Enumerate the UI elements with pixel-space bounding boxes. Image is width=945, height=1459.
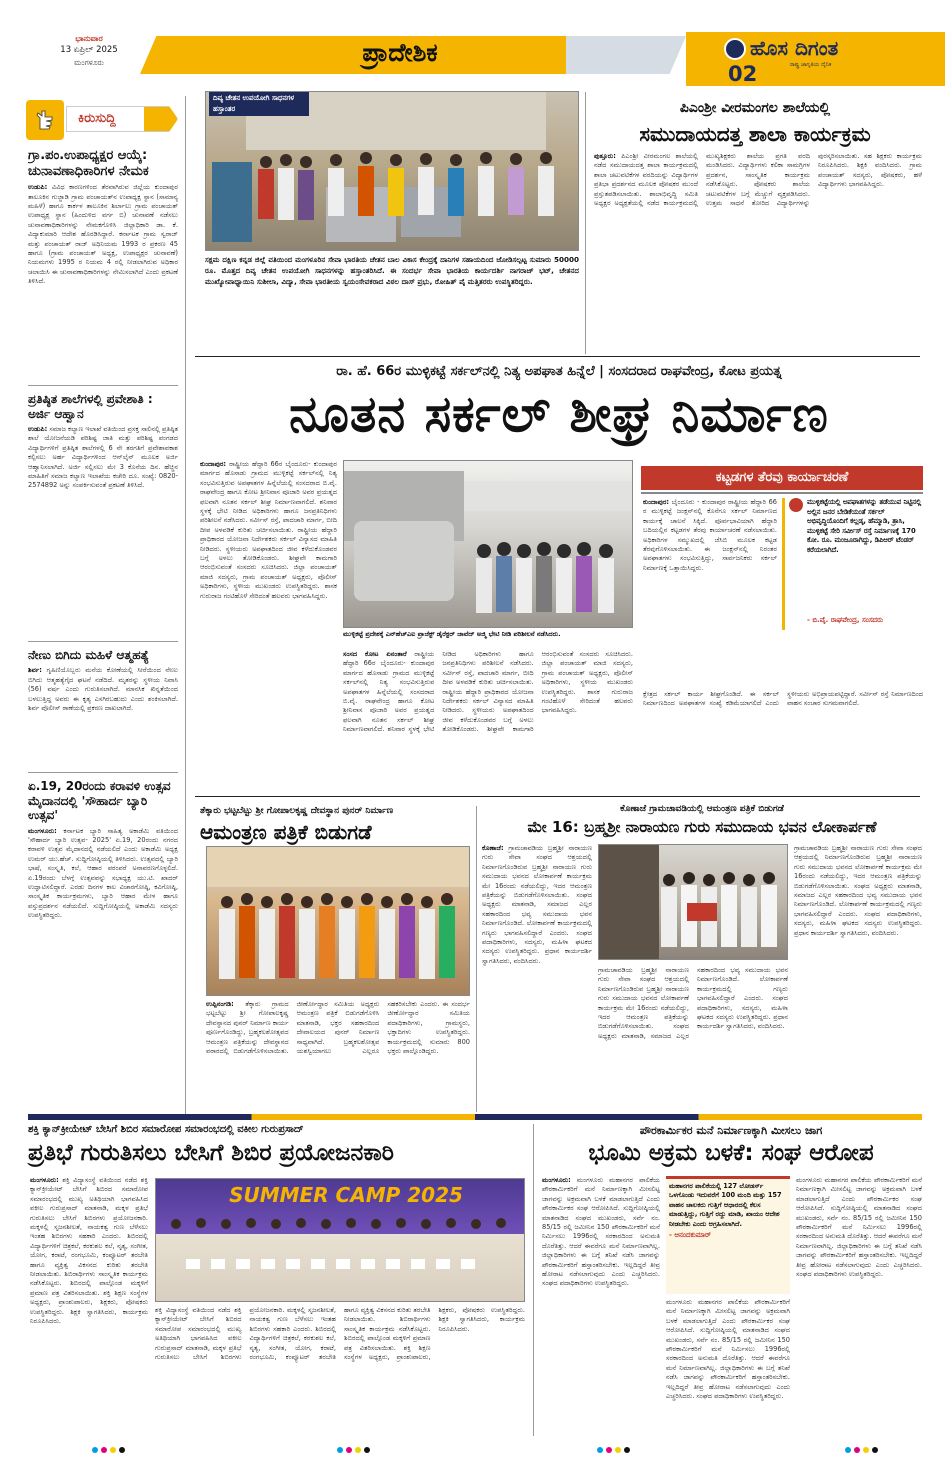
brief-item-text: ವಿವಿಧ ಕಾರಣಗಳಿಂದ ತೆರವಾಗಿರುವ ಜಿಲ್ಲೆಯ ಕುಂದಾಪುರ ತಾಲೂಕಿನ ಗುಜ್ಜಾಡಿ ಗ್ರಾಮ ಪಂಚಾಯತ್‌ನ ಉಪಾಧ್ಯಕ್ಷ ಸ್ಥಾನ (ಸಾಮಾನ್ಯ ಮಹಿಳೆ) ಹಾಗೂ ಕಾರ್ಕಳ ತಾಲೂಕಿನ ಶಿರ್ಲಾಲು ಗ್ರಾಮ ಪಂಚಾಯತ್ ಉಪಾಧ್ಯಕ್ಷ ಸ್ಥಾನ (ಹಿಂದುಳಿದ ವರ್ಗ ಬಿ) ಚುನಾವಣೆ ನಡೆಸಲು ಚುನಾವಣಾಧಿಕಾರಿಗಳನ್ನು ನೇಮಕಗೊಳಿಸಿ ಜಿಲ್ಲಾಧಿಕಾರಿ ಡಾ. ಕೆ. ವಿದ್ಯಾಕುಮಾರಿ ಆದೇಶ ಹೊರಡಿಸಿದ್ದಾರೆ. ಕರ್ನಾಟಕ ಗ್ರಾಮ ಸ್ವರಾಜ್ ಮತ್ತು ಪಂಚಾಯತ್ ರಾಜ್ ಅಧಿನಿಯಮ 1993 ರ ಪ್ರಕರಣ 45 ಹಾಗೂ (ಗ್ರಾಮ ಪಂಚಾಯತ್ ಅಧ್ಯಕ್ಷ, ಉಪಾಧ್ಯಕ್ಷರ ಚುನಾವಣೆ) ನಿಯಮಗಳು 1995 ರ ನಿಯಮ 4 ರಲ್ಲಿ ನೀಡಲಾಗಿರುವ ಅಧಿಕಾರ ಚಲಾಯಿಸಿ ಈ ಚುನಾವಣಾಧಿಕಾರಿಗಳನ್ನು ನೇಮಿಸಲಾಗಿದೆ ಎಂದು ಪ್ರಕಟಣೆ ತಿಳಿಸಿದೆ. xyxy=(28,183,178,286)
temple-headline: ಆಮಂತ್ರಣ ಪತ್ರಿಕೆ ಬಿಡುಗಡೆ xyxy=(200,820,372,844)
brand-tagline: ರಾಷ್ಟ್ರ ಜಾಗೃತಿಯ ದೈನಿಕ xyxy=(790,62,832,68)
column-rule xyxy=(476,806,477,1112)
section-title: ಪ್ರಾದೇಶಿಕ xyxy=(362,38,438,67)
land-quote-box xyxy=(666,1176,790,1294)
guru-place: ಕೊಣಾಜೆ: xyxy=(482,844,504,852)
brief-item-title: ನೇಣು ಬಿಗಿದು ಮಹಿಳೆ ಆತ್ಮಹತ್ಯೆ xyxy=(28,647,150,662)
column-rule xyxy=(185,96,186,1114)
camp-group-graphic xyxy=(156,1179,525,1302)
brief-item-title: ಏ.19, 20ರಂದು ಕರಾವಳಿ ಉತ್ಸವ ಮೈದಾನದಲ್ಲಿ 'ಸೌಹಾರ್ದ ಬ್ಯಾರಿ ಉತ್ಸವ' xyxy=(28,779,171,823)
guru-kicker: ಕೊಣಾಜೆ ಗ್ರಾಮಚಾವಡಿಯಲ್ಲಿ ಆಮಂತ್ರಣ ಪತ್ರಿಕೆ ಬಿಡುಗಡೆ xyxy=(620,804,784,814)
side-box-place: ಕುಂದಾಪುರ: xyxy=(643,498,670,506)
main-text-continued: ರಾಷ್ಟ್ರೀಯ ಹೆದ್ದಾರಿ 66ರ ಬೈಂದೂರು- ಕುಂದಾಪುರ ಮಾರ್ಗದ ಹೊಸಾಡು ಗ್ರಾಮದ ಮುಳ್ಳಿಕಟ್ಟೆ ಸರ್ಕಲ್‌ನಲ್ಲಿ ನಿತ್ಯ ಸಂಭವಿಸುತ್ತಿರುವ ಅಪಘಾತಗಳ ಹಿನ್ನೆಲೆಯಲ್ಲಿ ಸಂಸದರಾದ ಬಿ.ವೈ. ರಾಘವೇಂದ್ರ ಹಾಗೂ ಕೋಟ ಶ್ರೀನಿವಾಸ ಪೂಜಾರಿ ಅವರ ಪ್ರಯತ್ನದ ಫಲವಾಗಿ ನೂತನ ಸರ್ಕಲ್ ಶೀಘ್ರ ನಿರ್ಮಾಣವಾಗಲಿದೆ. ಶನಿವಾರ ಸ್ಥಳಕ್ಕೆ ಭೇಟಿ ನೀಡಿದ ಅಧಿಕಾರಿಗಳು ಹಾಗೂ ಜನಪ್ರತಿನಿಧಿಗಳು ಪರಿಶೀಲನೆ ನಡೆಸಿದರು. ಸರ್ವೀಸ್ ರಸ್ತೆ, ಪಾದಚಾರಿ ಮಾರ್ಗ, ಬೀದಿ ದೀಪ ಅಳವಡಿಕೆ ಕುರಿತು ಚರ್ಚಿಸಲಾಯಿತು. ರಾಷ್ಟ್ರೀಯ ಹೆದ್ದಾರಿ ಪ್ರಾಧಿಕಾರದ ಯೋಜನಾ ನಿರ್ದೇಶಕರು ಸರ್ಕಲ್ ವಿನ್ಯಾಸದ ಮಾಹಿತಿ ನೀಡಿದರು. ಸ್ಥಳೀಯರು ಅಪಘಾತದಿಂದ ಜೀವ ಕಳೆದುಕೊಂಡವರ ಬಗ್ಗೆ ಅಳಲು ತೋಡಿಕೊಂಡರು. ಶೀಘ್ರವೇ ಕಾಮಗಾರಿ ಆರಂಭಿಸುವಂತೆ ಸಂಸದರು ಸೂಚಿಸಿದರು. ಜಿಲ್ಲಾ ಪಂಚಾಯತ್ ಮಾಜಿ ಸದಸ್ಯರು, ಗ್ರಾಮ ಪಂಚಾಯತ್ ಅಧ್ಯಕ್ಷರು, ಪೊಲೀಸ್ ಅಧಿಕಾರಿಗಳು, ಸ್ಥಳೀಯ ಮುಖಂಡರು ಉಪಸ್ಥಿತರಿದ್ದರು. ಶಾಸಕ ಗುರುರಾಜ ಗಂಟಿಹೊಳೆ ಸೇರಿದಂತೆ ಹಲವರು ಭಾಗವಹಿಸಿದ್ದರು. xyxy=(343,650,633,734)
land-headline: ಭೂಮಿ ಅಕ್ರಮ ಬಳಕೆ: ಸಂಘ ಆರೋಪ xyxy=(588,1140,874,1166)
guru-headline: ಮೇ 16: ಬ್ರಹ್ಮಶ್ರೀ ನಾರಾಯಣ ಗುರು ಸಮುದಾಯ ಭವನ ಲೋಕಾರ್ಪಣೆ xyxy=(527,818,877,836)
column-rule xyxy=(585,92,586,354)
camp-body-2: ಶಕ್ತಿ ವಿದ್ಯಾಸಂಸ್ಥೆ ವತಿಯಿಂದ ನಡೆದ ಶಕ್ತಿ ಕ್ಯಾನ್‌ಕ್ರೀಯೇಟ್ ಬೇಸಿಗೆ ಶಿಬಿರದ ಸಮಾರೋಪ ಸಮಾರಂಭದಲ್ಲಿ ಮುಖ್ಯ ಅತಿಥಿಯಾಗಿ ಭಾಗವಹಿಸಿದ ವಕೀಲ ಗುರುಪ್ರಸಾದ್ ಮಾತನಾಡಿ, ಮಕ್ಕಳ ಪ್ರತಿಭೆ ಗುರುತಿಸಲು ಬೇಸಿಗೆ ಶಿಬಿರಗಳು ಪ್ರಯೋಜನಕಾರಿ. ಮಕ್ಕಳಲ್ಲಿ ಸೃಜನಶೀಲತೆ, ನಾಯಕತ್ವ ಗುಣ ಬೆಳೆಸಲು ಇಂತಹ ಶಿಬಿರಗಳು ಸಹಕಾರಿ ಎಂದರು. ಶಿಬಿರದಲ್ಲಿ ವಿದ್ಯಾರ್ಥಿಗಳಿಗೆ ಚಿತ್ರಕಲೆ, ಕರಕುಶಲ ಕಲೆ, ನೃತ್ಯ, ಸಂಗೀತ, ಯೋಗ, ಕರಾಟೆ, ರಂಗಭೂಮಿ, ಕಂಪ್ಯೂಟರ್ ತರಬೇತಿ ಹಾಗೂ ವ್ಯಕ್ತಿತ್ವ ವಿಕಸನದ ಕುರಿತು ತರಬೇತಿ ನೀಡಲಾಯಿತು. ಶಿಬಿರಾರ್ಥಿಗಳು ಸಾಂಸ್ಕೃತಿಕ ಕಾರ್ಯಕ್ರಮ ನಡೆಸಿಕೊಟ್ಟರು. ಶಿಬಿರದಲ್ಲಿ ಪಾಲ್ಗೊಂಡ ಮಕ್ಕಳಿಗೆ ಪ್ರಮಾಣ ಪತ್ರ ವಿತರಿಸಲಾಯಿತು. ಶಕ್ತಿ ಶಿಕ್ಷಣ ಸಂಸ್ಥೆಗಳ ಅಧ್ಯಕ್ಷರು, ಪ್ರಾಂಶುಪಾಲರು, ಶಿಕ್ಷಕರು, ಪೋಷಕರು ಉಪಸ್ಥಿತರಿದ್ದರು. ಶಿಕ್ಷಕಿ ಸ್ವಾಗತಿಸಿದರು, ಕಾರ್ಯಕ್ರಮ ನಿರೂಪಿಸಿದರು. xyxy=(155,1306,525,1362)
camp-kicker: ಶಕ್ತಿ ಕ್ಯಾನ್‌ಕ್ರೀಯೇಟ್ ಬೇಸಿಗೆ ಶಿಬಿರ ಸಮಾರೋಪ ಸಮಾರಂಭದಲ್ಲಿ ವಕೀಲ ಗುರುಪ್ರಸಾದ್ xyxy=(28,1124,304,1135)
masthead-day: ಭಾನುವಾರ xyxy=(75,34,103,43)
main-place: ಕುಂದಾಪುರ: xyxy=(200,460,227,468)
land-quote-text: ಮಹಾನಗರ ಪಾಲಿಕೆಯಲ್ಲಿ 127 ಲೋಡರ್ಸ್ ಒಳಗೊಂಡು ಇದುವರೆಗೆ 100 ಮಂದಿ ಮತ್ತು 157 ವಾಹನ ಚಾಲಕರು ಗುತ್ತಿಗೆ ಆಧಾರದಲ್ಲಿ ಕೆಲಸ ಮಾಡುತ್ತಿದ್ದು, ಗುತ್ತಿಗೆ ರದ್ದು ಮಾಡಿ, ಖಾಯಂ ಆದೇಶ ನೀಡಬೇಕು ಎಂದು ಆಗ್ರಹಿಸಲಾಗಿದೆ. xyxy=(669,1182,782,1228)
brief-header xyxy=(26,100,178,140)
guru-body-3: ಗ್ರಾಮಚಾವಡಿಯ ಬ್ರಹ್ಮಶ್ರೀ ನಾರಾಯಣ ಗುರು ಸೇವಾ ಸಂಘದ ಆಶ್ರಯದಲ್ಲಿ ನಿರ್ಮಾಣಗೊಂಡಿರುವ ಬ್ರಹ್ಮಶ್ರೀ ನಾರಾಯಣ ಗುರು ಸಮುದಾಯ ಭವನದ ಲೋಕಾರ್ಪಣೆ ಕಾರ್ಯಕ್ರಮ ಮೇ 16ರಂದು ನಡೆಯಲಿದ್ದು, ಇದರ ಆಮಂತ್ರಣ ಪತ್ರಿಕೆಯನ್ನು ಬಿಡುಗಡೆಗೊಳಿಸಲಾಯಿತು. ಸಂಘದ ಅಧ್ಯಕ್ಷರು ಮಾತನಾಡಿ, ಸಮಾಜದ ಎಲ್ಲರ ಸಹಕಾರದಿಂದ ಭವ್ಯ ಸಮುದಾಯ ಭವನ ನಿರ್ಮಾಣಗೊಂಡಿದೆ. ಲೋಕಾರ್ಪಣೆ ಕಾರ್ಯಕ್ರಮದಲ್ಲಿ ಗಣ್ಯರು ಭಾಗವಹಿಸಲಿದ್ದಾರೆ ಎಂದರು. ಸಂಘದ ಪದಾಧಿಕಾರಿಗಳು, ಸದಸ್ಯರು, ಮಹಿಳಾ ಘಟಕದ ಸದಸ್ಯರು ಉಪಸ್ಥಿತರಿದ್ದರು. ಪ್ರಧಾನ ಕಾರ್ಯದರ್ಶಿ ಸ್ವಾಗತಿಸಿದರು, ವಂದಿಸಿದರು. xyxy=(794,844,922,937)
land-text: ಮಂಗಳೂರು ಮಹಾನಗರ ಪಾಲಿಕೆಯ ಪೌರಕಾರ್ಮಿಕರಿಗೆ ಮನೆ ನಿರ್ಮಾಣಕ್ಕಾಗಿ ಮೀಸಲಿಟ್ಟ ಜಾಗವನ್ನು ಅಕ್ರಮವಾಗಿ ಬಳಕೆ ಮಾಡಲಾಗುತ್ತಿದೆ ಎಂದು ಪೌರಕಾರ್ಮಿಕರ ಸಂಘ ಆರೋಪಿಸಿದೆ. ಸುದ್ದಿಗೋಷ್ಠಿಯಲ್ಲಿ ಮಾತನಾಡಿದ ಸಂಘದ ಮುಖಂಡರು, ಸರ್ವೆ ನಂ. 85/15 ರಲ್ಲಿ ಜಮೀನಿನ 150 ಪೌರಕಾರ್ಮಿಕರಿಗೆ ಮನೆ ನಿರ್ಮಿಸಲು 1996ರಲ್ಲಿ ಸರಕಾರದಿಂದ ಅನುಮತಿ ದೊರೆತಿತ್ತು. ಆದರೆ ಈವರೆಗೂ ಮನೆ ನಿರ್ಮಾಣವಾಗಿಲ್ಲ. ಜಿಲ್ಲಾಧಿಕಾರಿಗಳು ಈ ಬಗ್ಗೆ ತನಿಖೆ ನಡೆಸಿ ಜಾಗವನ್ನು ಪೌರಕಾರ್ಮಿಕರಿಗೆ ಹಸ್ತಾಂತರಿಸಬೇಕು. ಇಲ್ಲದಿದ್ದರೆ ತೀವ್ರ ಹೋರಾಟ ನಡೆಸಲಾಗುವುದು ಎಂದು ಎಚ್ಚರಿಸಿದರು. ಸಂಘದ ಪದಾಧಿಕಾರಿಗಳು ಉಪಸ್ಥಿತರಿದ್ದರು. xyxy=(542,1176,660,1288)
temple-place: ಉಪ್ಪಿನಂಗಡಿ: xyxy=(206,1000,234,1008)
section-band xyxy=(28,1114,922,1120)
masthead-city: ಮಂಗಳೂರು xyxy=(74,58,104,67)
camp-banner-text: SUMMER CAMP 2025 xyxy=(229,1183,463,1207)
temple-kicker: ತೆಕ್ಕಾರು ಭಟ್ಟಬೆಟ್ಟು ಶ್ರೀ ಗೋಪಾಲಕೃಷ್ಣ ದೇವಸ್ಥಾನ ಪುನರ್ ನಿರ್ಮಾಣ xyxy=(200,806,394,816)
land-place: ಮಂಗಳೂರು: xyxy=(542,1176,571,1184)
side-box-body-2: ಕ್ಷೇತ್ರದ ಸರ್ಕಲ್ ಕಾರ್ಯ ಶೀಘ್ರಗೊಂಡಿದೆ. ಈ ಸರ್ಕಲ್ ನಿರ್ಮಾಣದಿಂದ ಅಪಘಾತಗಳ ಸಂಖ್ಯೆ ಕಡಿಮೆಯಾಗಲಿದೆ ಎಂದು ಸ್ಥಳೀಯರು ಅಭಿಪ್ರಾಯಪಟ್ಟಿದ್ದಾರೆ. ಸರ್ವೀಸ್ ರಸ್ತೆ ನಿರ್ಮಾಣದಿಂದ ವಾಹನ ಸಂಚಾರ ಸುಗಮವಾಗಲಿದೆ. xyxy=(643,690,923,708)
brief-item-text: ಗೃಹಿಣಿಯೊಬ್ಬರು ಮನೆಯ ಕೋಣೆಯಲ್ಲಿ ಸೀರೆಯಿಂದ ನೇಣು ಬಿಗಿದು ಆತ್ಮಹತ್ಯೆಗೈದ ಘಟನೆ ನಡೆದಿದೆ. ಮೃತರನ್ನು ಸ್ಥಳೀಯ ನಿವಾಸಿ (56) ವರ್ಷ ಎಂದು ಗುರುತಿಸಲಾಗಿದೆ. ಮಾನಸಿಕ ಖಿನ್ನತೆಯಿಂದ ಬಳಲುತ್ತಿದ್ದ ಅವರು ಈ ಕೃತ್ಯ ಎಸಗಿರಬಹುದು ಎಂದು ಶಂಕಿಸಲಾಗಿದೆ. ಶಿರ್ವ ಪೊಲೀಸ್ ಠಾಣೆಯಲ್ಲಿ ಪ್ರಕರಣ ದಾಖಲಾಗಿದೆ. xyxy=(28,666,178,712)
school-headline: ಸಮುದಾಯದತ್ತ ಶಾಲಾ ಕಾರ್ಯಕ್ರಮ xyxy=(639,122,871,146)
land-body-3: ಮಂಗಳೂರು ಮಹಾನಗರ ಪಾಲಿಕೆಯ ಪೌರಕಾರ್ಮಿಕರಿಗೆ ಮನೆ ನಿರ್ಮಾಣಕ್ಕಾಗಿ ಮೀಸಲಿಟ್ಟ ಜಾಗವನ್ನು ಅಕ್ರಮವಾಗಿ ಬಳಕೆ ಮಾಡಲಾಗುತ್ತಿದೆ ಎಂದು ಪೌರಕಾರ್ಮಿಕರ ಸಂಘ ಆರೋಪಿಸಿದೆ. ಸುದ್ದಿಗೋಷ್ಠಿಯಲ್ಲಿ ಮಾತನಾಡಿದ ಸಂಘದ ಮುಖಂಡರು, ಸರ್ವೆ ನಂ. 85/15 ರಲ್ಲಿ ಜಮೀನಿನ 150 ಪೌರಕಾರ್ಮಿಕರಿಗೆ ಮನೆ ನಿರ್ಮಿಸಲು 1996ರಲ್ಲಿ ಸರಕಾರದಿಂದ ಅನುಮತಿ ದೊರೆತಿತ್ತು. ಆದರೆ ಈವರೆಗೂ ಮನೆ ನಿರ್ಮಾಣವಾಗಿಲ್ಲ. ಜಿಲ್ಲಾಧಿಕಾರಿಗಳು ಈ ಬಗ್ಗೆ ತನಿಖೆ ನಡೆಸಿ ಜಾಗವನ್ನು ಪೌರಕಾರ್ಮಿಕರಿಗೆ ಹಸ್ತಾಂತರಿಸಬೇಕು. ಇಲ್ಲದಿದ್ದರೆ ತೀವ್ರ ಹೋರಾಟ ನಡೆಸಲಾಗುವುದು ಎಂದು ಎಚ್ಚರಿಸಿದರು. ಸಂಘದ ಪದಾಧಿಕಾರಿಗಳು ಉಪಸ್ಥಿತರಿದ್ದರು. xyxy=(796,1176,922,1279)
page-number: 02 xyxy=(728,62,758,86)
brief-item-body xyxy=(28,183,178,379)
temple-group-graphic xyxy=(207,847,470,996)
brief-item-place: ಉಡುಪಿ: xyxy=(28,424,48,433)
land-body xyxy=(542,1176,660,1436)
guru-body xyxy=(482,844,592,1108)
guru-photo xyxy=(598,844,788,960)
masthead xyxy=(0,0,945,84)
side-box-photo xyxy=(641,492,923,494)
main-photo-caption: ಮುಳ್ಳಿಕಟ್ಟೆ ಪ್ರದೇಶಕ್ಕೆ ಎನ್‌ಹೆಚ್‌ಎಐ ಪ್ರಾಜೆಕ್ಟ್ ಡೈರೆಕ್ಟರ್ ಜಾವೆದ್ ಅಜ್ಮಿ ಭೇಟಿ ನೀಡಿ ಪರಿಶೀಲನೆ ನಡೆಸಿದರು. xyxy=(343,630,561,638)
school-text: ಪಿಎಂಶ್ರೀ ವೀರಮಂಗಲ ಶಾಲೆಯಲ್ಲಿ ನಡೆದ ಸಮುದಾಯದತ್ತ ಶಾಲಾ ಕಾರ್ಯಕ್ರಮದಲ್ಲಿ ಶಾಲಾ ಚಟುವಟಿಕೆಗಳ ವರದಿಯನ್ನು ವಿದ್ಯಾರ್ಥಿಗಳ ಪ್ರತಿಭಾ ಪ್ರದರ್ಶನದ ಮೂಲಕ ಪೋಷಕರ ಮುಂದೆ ಪ್ರಸ್ತುತಪಡಿಸಲಾಯಿತು. ಶಾಲಾಭಿವೃದ್ಧಿ ಸಮಿತಿ ಅಧ್ಯಕ್ಷರ ಅಧ್ಯಕ್ಷತೆಯಲ್ಲಿ ನಡೆದ ಕಾರ್ಯಕ್ರಮದಲ್ಲಿ ಮುಖ್ಯಶಿಕ್ಷಕರು ಶಾಲೆಯ ಪ್ರಗತಿ ವರದಿ ಮಂಡಿಸಿದರು. ವಿದ್ಯಾರ್ಥಿಗಳು ಕಲಿಕಾ ಸಾಮಗ್ರಿಗಳ ಪ್ರದರ್ಶನ, ಸಾಂಸ್ಕೃತಿಕ ಕಾರ್ಯಕ್ರಮ ನಡೆಸಿಕೊಟ್ಟರು. ಪೋಷಕರು ಶಾಲೆಯ ಚಟುವಟಿಕೆಗಳ ಬಗ್ಗೆ ಮೆಚ್ಚುಗೆ ವ್ಯಕ್ತಪಡಿಸಿದರು. ಉತ್ತಮ ಸಾಧನೆ ತೋರಿದ ವಿದ್ಯಾರ್ಥಿಗಳನ್ನು ಪುರಸ್ಕರಿಸಲಾಯಿತು. ಸಹ ಶಿಕ್ಷಕರು ಕಾರ್ಯಕ್ರಮ ನಿರೂಪಿಸಿದರು. ಶಿಕ್ಷಕಿ ವಂದಿಸಿದರು. ಗ್ರಾಮ ಪಂಚಾಯತ್ ಸದಸ್ಯರು, ಪೋಷಕರು, ಹಳೆ ವಿದ್ಯಾರ್ಥಿಗಳು ಭಾಗವಹಿಸಿದ್ದರು. xyxy=(594,152,922,208)
section-rule xyxy=(195,796,920,797)
guru-body-2: ಗ್ರಾಮಚಾವಡಿಯ ಬ್ರಹ್ಮಶ್ರೀ ನಾರಾಯಣ ಗುರು ಸೇವಾ ಸಂಘದ ಆಶ್ರಯದಲ್ಲಿ ನಿರ್ಮಾಣಗೊಂಡಿರುವ ಬ್ರಹ್ಮಶ್ರೀ ನಾರಾಯಣ ಗುರು ಸಮುದಾಯ ಭವನದ ಲೋಕಾರ್ಪಣೆ ಕಾರ್ಯಕ್ರಮ ಮೇ 16ರಂದು ನಡೆಯಲಿದ್ದು, ಇದರ ಆಮಂತ್ರಣ ಪತ್ರಿಕೆಯನ್ನು ಬಿಡುಗಡೆಗೊಳಿಸಲಾಯಿತು. ಸಂಘದ ಅಧ್ಯಕ್ಷರು ಮಾತನಾಡಿ, ಸಮಾಜದ ಎಲ್ಲರ ಸಹಕಾರದಿಂದ ಭವ್ಯ ಸಮುದಾಯ ಭವನ ನಿರ್ಮಾಣಗೊಂಡಿದೆ. ಲೋಕಾರ್ಪಣೆ ಕಾರ್ಯಕ್ರಮದಲ್ಲಿ ಗಣ್ಯರು ಭಾಗವಹಿಸಲಿದ್ದಾರೆ ಎಂದರು. ಸಂಘದ ಪದಾಧಿಕಾರಿಗಳು, ಸದಸ್ಯರು, ಮಹಿಳಾ ಘಟಕದ ಸದಸ್ಯರು ಉಪಸ್ಥಿತರಿದ್ದರು. ಪ್ರಧಾನ ಕಾರ್ಯದರ್ಶಿ ಸ್ವಾಗತಿಸಿದರು, ವಂದಿಸಿದರು. xyxy=(598,966,788,1040)
photo-badge: ದಿವ್ಯ ಚೇತನ ಉಪಯೋಗಿ ಸಾಧನಗಳ ಹಸ್ತಾಂತರ xyxy=(209,92,309,116)
main-subhead: ಸಂಸದ ಕೋಟ ಏನಂತಾರೆ xyxy=(343,650,407,658)
camp-body xyxy=(30,1176,148,1436)
main-body-cont xyxy=(343,650,633,790)
school-kicker: ಪಿಎಂಶ್ರೀ ವೀರಮಂಗಲ ಶಾಲೆಯಲ್ಲಿ xyxy=(679,100,831,116)
land-kicker: ಪೌರಕಾರ್ಮಿಕರ ಮನೆ ನಿರ್ಮಾಣಕ್ಕಾಗಿ ಮೀಸಲು ಜಾಗ xyxy=(639,1124,823,1137)
hand-icon xyxy=(26,100,64,140)
quote-text: ಮುಳ್ಳಿಕಟ್ಟೆಯಲ್ಲಿ ಅಪಘಾತಗಳನ್ನು ತಡೆಯುವ ನಿಟ್ಟಿನಲ್ಲಿ ಅಲ್ಲಿನ ಜನರ ಬೇಡಿಕೆಯಂತೆ ಸರ್ಕಲ್ ಅಭಿವೃದ್ಧಿಯೊಂದಿಗೆ ಕಲ್ಲಡ್ಕ, ಹೆಮ್ಮಾಡಿ, ತ್ರಾಸಿ, ಮುಳ್ಳಿಕಟ್ಟೆ ಸೇರಿ ಸರ್ವೀಸ್ ರಸ್ತೆ ನಿರ್ಮಾಣಕ್ಕೆ 170 ಕೋ. ರೂ. ಮಂಜೂರಾಗಿದ್ದು, ಡಿಪಿಆರ್ ಟೆಂಡರ್ ಕರೆಯಲಾಗಿದೆ. xyxy=(807,498,922,554)
guru-text: ಗ್ರಾಮಚಾವಡಿಯ ಬ್ರಹ್ಮಶ್ರೀ ನಾರಾಯಣ ಗುರು ಸೇವಾ ಸಂಘದ ಆಶ್ರಯದಲ್ಲಿ ನಿರ್ಮಾಣಗೊಂಡಿರುವ ಬ್ರಹ್ಮಶ್ರೀ ನಾರಾಯಣ ಗುರು ಸಮುದಾಯ ಭವನದ ಲೋಕಾರ್ಪಣೆ ಕಾರ್ಯಕ್ರಮ ಮೇ 16ರಂದು ನಡೆಯಲಿದ್ದು, ಇದರ ಆಮಂತ್ರಣ ಪತ್ರಿಕೆಯನ್ನು ಬಿಡುಗಡೆಗೊಳಿಸಲಾಯಿತು. ಸಂಘದ ಅಧ್ಯಕ್ಷರು ಮಾತನಾಡಿ, ಸಮಾಜದ ಎಲ್ಲರ ಸಹಕಾರದಿಂದ ಭವ್ಯ ಸಮುದಾಯ ಭವನ ನಿರ್ಮಾಣಗೊಂಡಿದೆ. ಲೋಕಾರ್ಪಣೆ ಕಾರ್ಯಕ್ರಮದಲ್ಲಿ ಗಣ್ಯರು ಭಾಗವಹಿಸಲಿದ್ದಾರೆ ಎಂದರು. ಸಂಘದ ಪದಾಧಿಕಾರಿಗಳು, ಸದಸ್ಯರು, ಮಹಿಳಾ ಘಟಕದ ಸದಸ್ಯರು ಉಪಸ್ಥಿತರಿದ್ದರು. ಪ್ರಧಾನ ಕಾರ್ಯದರ್ಶಿ ಸ್ವಾಗತಿಸಿದರು, ವಂದಿಸಿದರು. xyxy=(482,844,592,965)
brief-label: ಕಿರುಸುದ್ದಿ xyxy=(78,111,116,126)
masthead-date: 13 ಏಪ್ರಿಲ್ 2025 xyxy=(60,45,118,55)
date-block xyxy=(30,34,148,76)
brief-item-body xyxy=(28,666,178,766)
side-box-text: ಬೈಂದೂರು - ಕುಂದಾಪುರ ರಾಷ್ಟ್ರೀಯ ಹೆದ್ದಾರಿ 66 ರ ಮುಳ್ಳಿಕಟ್ಟೆ ಜಂಕ್ಷನ್‌ನಲ್ಲಿ ಕೊನೆಗೂ ಸರ್ಕಲ್ ನಿರ್ಮಾಣದ ಕಾರ್ಯಕ್ಕೆ ಚಾಲನೆ ಸಿಕ್ಕಿದೆ. ಪೂರ್ವಭಾವಿಯಾಗಿ ಹೆದ್ದಾರಿ ಬದಿಯಲ್ಲಿನ ಕಟ್ಟಡಗಳ ತೆರವು ಕಾರ್ಯಾಚರಣೆ ನಡೆಸಲಾಯಿತು. ಅಧಿಕಾರಿಗಳ ಸಮ್ಮುಖದಲ್ಲಿ ಜೆಸಿಬಿ ಮೂಲಕ ಕಟ್ಟಡ ತೆರವುಗೊಳಿಸಲಾಯಿತು. ಈ ಜಂಕ್ಷನ್‌ನಲ್ಲಿ ನಿರಂತರ ಅಪಘಾತಗಳು ಸಂಭವಿಸುತ್ತಿದ್ದು, ಸಾರ್ವಜನಿಕರು ಸರ್ಕಲ್ ನಿರ್ಮಾಣಕ್ಕೆ ಒತ್ತಾಯಿಸಿದ್ದರು. xyxy=(643,498,777,572)
brief-item-title: ಪ್ರತಿಷ್ಠಿತ ಶಾಲೆಗಳಲ್ಲಿ ಪ್ರವೇಶಾತಿ : ಅರ್ಜಿ ಆಹ್ವಾನ xyxy=(28,392,153,421)
quote-box xyxy=(782,498,922,630)
quote-icon xyxy=(789,498,803,512)
section-rule xyxy=(195,356,920,357)
quote-byline: - ಬಿ.ವೈ. ರಾಘವೇಂದ್ರ, ಸಂಸದರು xyxy=(807,616,883,624)
divider xyxy=(28,641,178,642)
camp-text: ಶಕ್ತಿ ವಿದ್ಯಾಸಂಸ್ಥೆ ವತಿಯಿಂದ ನಡೆದ ಶಕ್ತಿ ಕ್ಯಾನ್‌ಕ್ರೀಯೇಟ್ ಬೇಸಿಗೆ ಶಿಬಿರದ ಸಮಾರೋಪ ಸಮಾರಂಭದಲ್ಲಿ ಮುಖ್ಯ ಅತಿಥಿಯಾಗಿ ಭಾಗವಹಿಸಿದ ವಕೀಲ ಗುರುಪ್ರಸಾದ್ ಮಾತನಾಡಿ, ಮಕ್ಕಳ ಪ್ರತಿಭೆ ಗುರುತಿಸಲು ಬೇಸಿಗೆ ಶಿಬಿರಗಳು ಪ್ರಯೋಜನಕಾರಿ. ಮಕ್ಕಳಲ್ಲಿ ಸೃಜನಶೀಲತೆ, ನಾಯಕತ್ವ ಗುಣ ಬೆಳೆಸಲು ಇಂತಹ ಶಿಬಿರಗಳು ಸಹಕಾರಿ ಎಂದರು. ಶಿಬಿರದಲ್ಲಿ ವಿದ್ಯಾರ್ಥಿಗಳಿಗೆ ಚಿತ್ರಕಲೆ, ಕರಕುಶಲ ಕಲೆ, ನೃತ್ಯ, ಸಂಗೀತ, ಯೋಗ, ಕರಾಟೆ, ರಂಗಭೂಮಿ, ಕಂಪ್ಯೂಟರ್ ತರಬೇತಿ ಹಾಗೂ ವ್ಯಕ್ತಿತ್ವ ವಿಕಸನದ ಕುರಿತು ತರಬೇತಿ ನೀಡಲಾಯಿತು. ಶಿಬಿರಾರ್ಥಿಗಳು ಸಾಂಸ್ಕೃತಿಕ ಕಾರ್ಯಕ್ರಮ ನಡೆಸಿಕೊಟ್ಟರು. ಶಿಬಿರದಲ್ಲಿ ಪಾಲ್ಗೊಂಡ ಮಕ್ಕಳಿಗೆ ಪ್ರಮಾಣ ಪತ್ರ ವಿತರಿಸಲಾಯಿತು. ಶಕ್ತಿ ಶಿಕ್ಷಣ ಸಂಸ್ಥೆಗಳ ಅಧ್ಯಕ್ಷರು, ಪ್ರಾಂಶುಪಾಲರು, ಶಿಕ್ಷಕರು, ಪೋಷಕರು ಉಪಸ್ಥಿತರಿದ್ದರು. ಶಿಕ್ಷಕಿ ಸ್ವಾಗತಿಸಿದರು, ಕಾರ್ಯಕ್ರಮ ನಿರೂಪಿಸಿದರು. xyxy=(30,1176,148,1326)
brief-item-place: ಮಂಗಳೂರು: xyxy=(28,826,57,835)
land-quote-byline: - ಆನಂದಕುಮಾರ್ xyxy=(669,1231,711,1240)
registration-marks xyxy=(0,1442,945,1456)
main-kicker: ರಾ. ಹೆ. 66ರ ಮುಳ್ಳಿಕಟ್ಟೆ ಸರ್ಕಲ್‌ನಲ್ಲಿ ನಿತ್ಯ ಅಪಘಾತ ಹಿನ್ನೆಲೆ | ಸಂಸದರಾದ ರಾಘವೇಂದ್ರ, ಕೋಟ ಪ್ರಯತ್ನ xyxy=(336,364,782,379)
school-body xyxy=(594,152,922,352)
side-box-title: ಕಟ್ಟಡಗಳ ತೆರವು ಕಾರ್ಯಾಚರಣೆ xyxy=(715,470,849,485)
top-photo-caption: ಸಕ್ಷಮ ದಕ್ಷಿಣ ಕನ್ನಡ ಜಿಲ್ಲೆ ವತಿಯಿಂದ ಮಂಗಳೂರಿನ ಸೇವಾ ಭಾರತಿಯ ಚೇತನ ಬಾಲ ವಿಕಾಸ ಕೇಂದ್ರಕ್ಕೆ ದಾನಿಗಳ ಸಹಾಯದಿಂದ ಜೋಡಿಸಲ್ಪಟ್ಟ ಸುಮಾರು 50000 ರೂ. ಮೊತ್ತದ ದಿವ್ಯ ಚೇತನ ಉಪಯೋಗಿ ಸಾಧನಗಳನ್ನು ಹಸ್ತಾಂತರಿಸಿದೆ. ಈ ಸಂದರ್ಭ ಸೇವಾ ಭಾರತಿಯ ಕಾರ್ಯದರ್ಶಿ ನಾಗರಾಜ್ ಭಟ್, ಚೇತನದ ಮುಖ್ಯೋಪಾಧ್ಯಾಯಿನಿ ಸುಶೀಲಾ, ವಿದ್ಯಾ, ಸೇವಾ ಭಾರತೀಯ ಸ್ವಯಂಸೇವಕರಾದ ವಿಠಲ ದಾಸ್ ಪ್ರಭು, ರೋಹಿತ್ ಪೈ ಮತ್ತಿತರರು ಉಪಸ್ಥಿತರಿದ್ದರು. xyxy=(205,255,579,286)
temple-body xyxy=(206,1000,470,1110)
brief-item-body xyxy=(28,827,178,1108)
brief-item-text: ಸಮಾಜ ಕಲ್ಯಾಣ ಇಲಾಖೆ ವತಿಯಿಂದ ಪ್ರಸಕ್ತ ಸಾಲಿನಲ್ಲಿ ಪ್ರತಿಷ್ಠಿತ ಶಾಲೆ ಯೋಜನೆಯಡಿ ಪರಿಶಿಷ್ಟ ಜಾತಿ ಮತ್ತು ಪರಿಶಿಷ್ಟ ಪಂಗಡದ ವಿದ್ಯಾರ್ಥಿಗಳಿಗೆ ಪ್ರತಿಷ್ಠಿತ ಶಾಲೆಗಳಲ್ಲಿ 6 ನೇ ತರಗತಿಗೆ ಪ್ರವೇಶಾವಕಾಶ ಕಲ್ಪಿಸಲು ಅರ್ಹ ವಿದ್ಯಾರ್ಥಿಗಳಿಂದ ಆನ್‌ಲೈನ್ ಮೂಲಕ ಅರ್ಜಿ ಆಹ್ವಾನಿಸಲಾಗಿದೆ. ಅರ್ಜಿ ಸಲ್ಲಿಸಲು ಮೇ 3 ಕೊನೆಯ ದಿನ. ಹೆಚ್ಚಿನ ಮಾಹಿತಿಗೆ ಸಮಾಜ ಕಲ್ಯಾಣ ಇಲಾಖೆಯ ಕಚೇರಿ ದೂ. ಸಂಖ್ಯೆ: 0820-2574892 ಅನ್ನು ಸಂಪರ್ಕಿಸುವಂತೆ ಪ್ರಕಟಣೆ ತಿಳಿಸಿದೆ. xyxy=(28,424,178,490)
brief-item-text: ಕರ್ನಾಟಕ ಬ್ಯಾರಿ ಸಾಹಿತ್ಯ ಅಕಾಡೆಮಿ ವತಿಯಿಂದ 'ಸೌಹಾರ್ದ ಬ್ಯಾರಿ ಉತ್ಸವ- 2025' ಏ.19, 20ರಂದು ನಗರದ ಕರಾವಳಿ ಉತ್ಸವ ಮೈದಾನದಲ್ಲಿ ನಡೆಯಲಿದೆ ಎಂದು ಅಕಾಡೆಮಿ ಅಧ್ಯಕ್ಷ ಉಮರ್ ಯು.ಹೆಚ್. ಸುದ್ದಿಗೋಷ್ಠಿಯಲ್ಲಿ ತಿಳಿಸಿದರು. ಉತ್ಸವದಲ್ಲಿ ಬ್ಯಾರಿ ಭಾಷೆ, ಸಂಸ್ಕೃತಿ, ಕಲೆ, ಆಹಾರ ಪರಂಪರೆ ಅನಾವರಣಗೊಳ್ಳಲಿದೆ. ಏ.19ರಂದು ಬೆಳಗ್ಗೆ ಉತ್ಸವವನ್ನು ಸಭಾಧ್ಯಕ್ಷ ಯು.ಟಿ. ಖಾದರ್ ಉದ್ಘಾಟಿಸಲಿದ್ದಾರೆ. ಎರಡು ದಿನಗಳ ಕಾಲ ವಿಚಾರಗೋಷ್ಠಿ, ಕವಿಗೋಷ್ಠಿ, ಸಾಂಸ್ಕೃತಿಕ ಕಾರ್ಯಕ್ರಮಗಳು, ಬ್ಯಾರಿ ಆಹಾರ ಮೇಳ ಹಾಗೂ ವಸ್ತುಪ್ರದರ್ಶನ ನಡೆಯಲಿದೆ. ಸುದ್ದಿಗೋಷ್ಠಿಯಲ್ಲಿ ಅಕಾಡೆಮಿ ಸದಸ್ಯರು ಉಪಸ್ಥಿತರಿದ್ದರು. xyxy=(28,826,178,920)
camp-headline: ಪ್ರತಿಭೆ ಗುರುತಿಸಲು ಬೇಸಿಗೆ ಶಿಬಿರ ಪ್ರಯೋಜನಕಾರಿ xyxy=(28,1140,394,1166)
column-rule xyxy=(533,1124,534,1436)
divider xyxy=(28,772,178,773)
road-photo-graphic xyxy=(344,461,633,628)
temple-photo xyxy=(206,846,470,996)
guru-group-graphic xyxy=(599,845,788,960)
temple-text: ತೆಕ್ಕಾರು ಗ್ರಾಮದ ಭಟ್ಟಬೆಟ್ಟು ಶ್ರೀ ಗೋಪಾಲಕೃಷ್ಣ ದೇವಸ್ಥಾನದ ಪುನರ್ ನಿರ್ಮಾಣ ಕಾರ್ಯ ಪೂರ್ಣಗೊಂಡಿದ್ದು, ಬ್ರಹ್ಮಕಲಶೋತ್ಸವದ ಆಮಂತ್ರಣ ಪತ್ರಿಕೆಯನ್ನು ದೇವಸ್ಥಾನದ ವಠಾರದಲ್ಲಿ ಬಿಡುಗಡೆಗೊಳಿಸಲಾಯಿತು. ಜೀರ್ಣೋದ್ಧಾರ ಸಮಿತಿಯ ಅಧ್ಯಕ್ಷರು ಆಮಂತ್ರಣ ಪತ್ರಿಕೆ ಬಿಡುಗಡೆಗೊಳಿಸಿ ಮಾತನಾಡಿ, ಭಕ್ತರ ಸಹಕಾರದಿಂದ ದೇವಾಲಯದ ಪುನರ್ ನಿರ್ಮಾಣ ಸಾಧ್ಯವಾಗಿದೆ. ಬ್ರಹ್ಮಕಲಶೋತ್ಸವ ಯಶಸ್ವಿಯಾಗಲು ಎಲ್ಲರೂ ಸಹಕರಿಸಬೇಕು ಎಂದರು. ಈ ಸಂದರ್ಭ ಜೀರ್ಣೋದ್ಧಾರ ಸಮಿತಿಯ ಪದಾಧಿಕಾರಿಗಳು, ಗ್ರಾಮಸ್ಥರು, ಭಕ್ತಾದಿಗಳು ಉಪಸ್ಥಿತರಿದ್ದರು. ಕಾರ್ಯಕ್ರಮದಲ್ಲಿ ಸುಮಾರು 800 ಭಕ್ತರು ಪಾಲ್ಗೊಂಡಿದ್ದರು. xyxy=(206,1000,470,1056)
brand-name: ಹೊಸ ದಿಗಂತ xyxy=(750,36,839,60)
main-text: ರಾಷ್ಟ್ರೀಯ ಹೆದ್ದಾರಿ 66ರ ಬೈಂದೂರು- ಕುಂದಾಪುರ ಮಾರ್ಗದ ಹೊಸಾಡು ಗ್ರಾಮದ ಮುಳ್ಳಿಕಟ್ಟೆ ಸರ್ಕಲ್‌ನಲ್ಲಿ ನಿತ್ಯ ಸಂಭವಿಸುತ್ತಿರುವ ಅಪಘಾತಗಳ ಹಿನ್ನೆಲೆಯಲ್ಲಿ ಸಂಸದರಾದ ಬಿ.ವೈ. ರಾಘವೇಂದ್ರ ಹಾಗೂ ಕೋಟ ಶ್ರೀನಿವಾಸ ಪೂಜಾರಿ ಅವರ ಪ್ರಯತ್ನದ ಫಲವಾಗಿ ನೂತನ ಸರ್ಕಲ್ ಶೀಘ್ರ ನಿರ್ಮಾಣವಾಗಲಿದೆ. ಶನಿವಾರ ಸ್ಥಳಕ್ಕೆ ಭೇಟಿ ನೀಡಿದ ಅಧಿಕಾರಿಗಳು ಹಾಗೂ ಜನಪ್ರತಿನಿಧಿಗಳು ಪರಿಶೀಲನೆ ನಡೆಸಿದರು. ಸರ್ವೀಸ್ ರಸ್ತೆ, ಪಾದಚಾರಿ ಮಾರ್ಗ, ಬೀದಿ ದೀಪ ಅಳವಡಿಕೆ ಕುರಿತು ಚರ್ಚಿಸಲಾಯಿತು. ರಾಷ್ಟ್ರೀಯ ಹೆದ್ದಾರಿ ಪ್ರಾಧಿಕಾರದ ಯೋಜನಾ ನಿರ್ದೇಶಕರು ಸರ್ಕಲ್ ವಿನ್ಯಾಸದ ಮಾಹಿತಿ ನೀಡಿದರು. ಸ್ಥಳೀಯರು ಅಪಘಾತದಿಂದ ಜೀವ ಕಳೆದುಕೊಂಡವರ ಬಗ್ಗೆ ಅಳಲು ತೋಡಿಕೊಂಡರು. ಶೀಘ್ರವೇ ಕಾಮಗಾರಿ ಆರಂಭಿಸುವಂತೆ ಸಂಸದರು ಸೂಚಿಸಿದರು. ಜಿಲ್ಲಾ ಪಂಚಾಯತ್ ಮಾಜಿ ಸದಸ್ಯರು, ಗ್ರಾಮ ಪಂಚಾಯತ್ ಅಧ್ಯಕ್ಷರು, ಪೊಲೀಸ್ ಅಧಿಕಾರಿಗಳು, ಸ್ಥಳೀಯ ಮುಖಂಡರು ಉಪಸ್ಥಿತರಿದ್ದರು. ಶಾಸಕ ಗುರುರಾಜ ಗಂಟಿಹೊಳೆ ಸೇರಿದಂತೆ ಹಲವರು ಭಾಗವಹಿಸಿದ್ದರು. xyxy=(200,460,337,600)
brand-logo-icon xyxy=(724,38,746,60)
side-box-body xyxy=(643,498,777,688)
land-body-2: ಮಂಗಳೂರು ಮಹಾನಗರ ಪಾಲಿಕೆಯ ಪೌರಕಾರ್ಮಿಕರಿಗೆ ಮನೆ ನಿರ್ಮಾಣಕ್ಕಾಗಿ ಮೀಸಲಿಟ್ಟ ಜಾಗವನ್ನು ಅಕ್ರಮವಾಗಿ ಬಳಕೆ ಮಾಡಲಾಗುತ್ತಿದೆ ಎಂದು ಪೌರಕಾರ್ಮಿಕರ ಸಂಘ ಆರೋಪಿಸಿದೆ. ಸುದ್ದಿಗೋಷ್ಠಿಯಲ್ಲಿ ಮಾತನಾಡಿದ ಸಂಘದ ಮುಖಂಡರು, ಸರ್ವೆ ನಂ. 85/15 ರಲ್ಲಿ ಜಮೀನಿನ 150 ಪೌರಕಾರ್ಮಿಕರಿಗೆ ಮನೆ ನಿರ್ಮಿಸಲು 1996ರಲ್ಲಿ ಸರಕಾರದಿಂದ ಅನುಮತಿ ದೊರೆತಿತ್ತು. ಆದರೆ ಈವರೆಗೂ ಮನೆ ನಿರ್ಮಾಣವಾಗಿಲ್ಲ. ಜಿಲ್ಲಾಧಿಕಾರಿಗಳು ಈ ಬಗ್ಗೆ ತನಿಖೆ ನಡೆಸಿ ಜಾಗವನ್ನು ಪೌರಕಾರ್ಮಿಕರಿಗೆ ಹಸ್ತಾಂತರಿಸಬೇಕು. ಇಲ್ಲದಿದ್ದರೆ ತೀವ್ರ ಹೋರಾಟ ನಡೆಸಲಾಗುವುದು ಎಂದು ಎಚ್ಚರಿಸಿದರು. ಸಂಘದ ಪದಾಧಿಕಾರಿಗಳು ಉಪಸ್ಥಿತರಿದ್ದರು. xyxy=(666,1298,790,1401)
brief-item-body xyxy=(28,425,178,635)
divider xyxy=(28,385,178,386)
brief-item-place: ಉಡುಪಿ: xyxy=(28,183,48,192)
camp-place: ಮಂಗಳೂರು: xyxy=(30,1176,59,1184)
brief-item-title: ಗ್ರಾ.ಪಂ.ಉಪಾಧ್ಯಕ್ಷರ ಆಯ್ಕೆ: ಚುನಾವಣಾಧಿಕಾರಿಗಳ ನೇಮಕ xyxy=(28,148,149,179)
camp-photo xyxy=(155,1178,525,1302)
main-headline: ನೂತನ ಸರ್ಕಲ್ ಶೀಘ್ರ ನಿರ್ಮಾಣ xyxy=(289,385,829,443)
main-body xyxy=(200,460,337,790)
brief-item-place: ಶಿರ್ವ: xyxy=(28,666,42,675)
brief-column xyxy=(28,148,178,1108)
school-place: ಪುತ್ತೂರು: xyxy=(594,152,616,160)
main-photo xyxy=(343,460,633,628)
